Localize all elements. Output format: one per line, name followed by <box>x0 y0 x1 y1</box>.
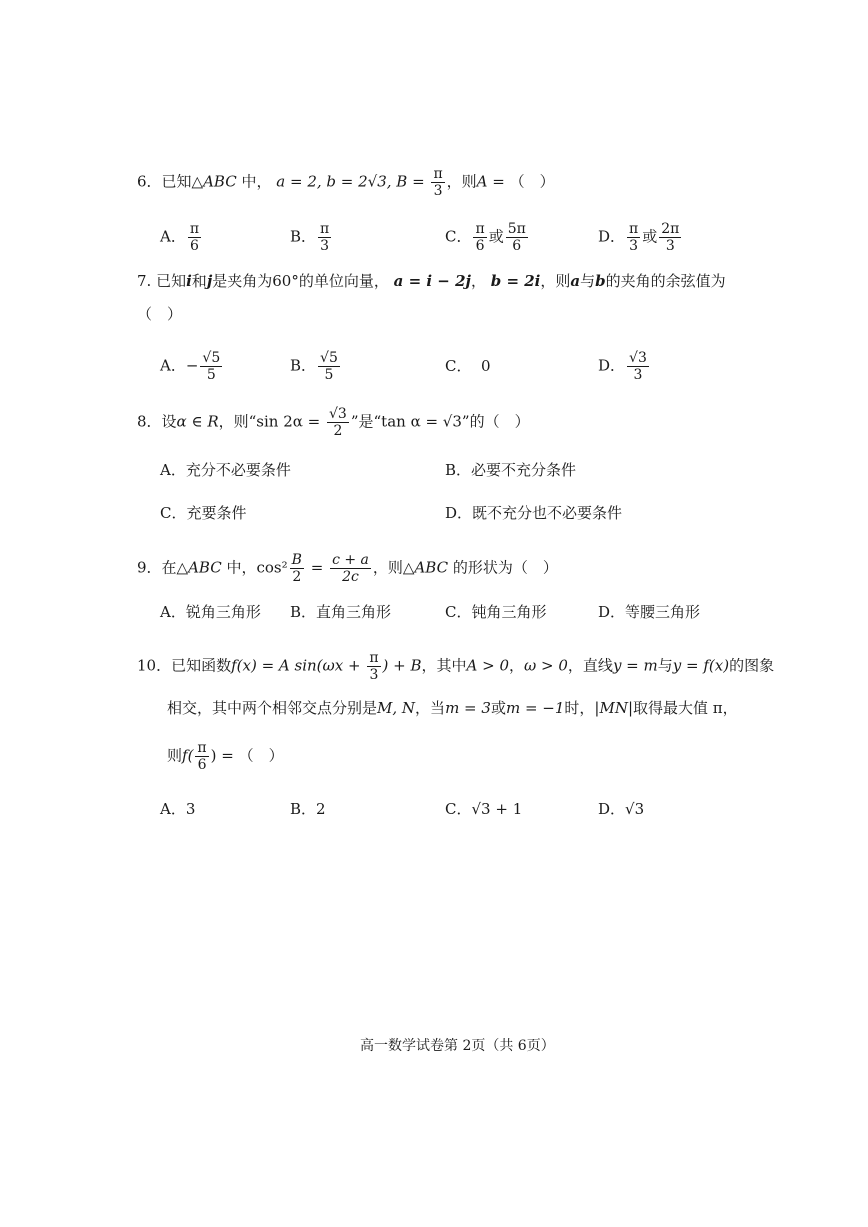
q8-option-b: B．必要不充分条件 <box>445 461 577 479</box>
q6-frac-pi-3: $\frac{\pi}{3}$ <box>433 166 443 199</box>
q10-stem-line3: 则f( $\frac{\pi}{6}$ ) = （ ） <box>167 740 284 773</box>
q10-stem-line1: 10．已知函数f(x) = A sin(ωx + $\frac{\pi}{3}$ ) + B，其中A > 0，ω > 0，直线y = m与y = f(x)的图象 <box>137 650 775 683</box>
q7-option-c: C． 0 <box>445 357 491 375</box>
q9-option-b: B．直角三角形 <box>290 603 392 621</box>
q8-option-c: C．充要条件 <box>160 504 247 522</box>
q6-condition: a = 2, b = 2√3, B = <box>276 172 430 191</box>
q8-option-a: A．充分不必要条件 <box>160 461 291 479</box>
q7-option-b: B． $\frac{√5}{5}$ <box>290 350 338 383</box>
q10-stem-line2: 相交，其中两个相邻交点分别是M, N，当m = 3或m = −1时，|MN|取得最大值 π， <box>167 699 738 717</box>
q9-option-c: C．钝角三角形 <box>445 603 547 621</box>
q8-stem: 8．设α ∈ R，则“sin 2α = $\frac{√3}{2}$ ”是“tan α = √3”的（ ） <box>137 406 530 439</box>
q9-option-a: A．锐角三角形 <box>160 603 261 621</box>
q10-option-c: C．√3 + 1 <box>445 800 523 818</box>
q6-option-b: B． $\frac{\pi}{3}$ <box>290 221 330 254</box>
q7-paren: （ ） <box>137 305 183 323</box>
q10-option-d: D．√3 <box>598 800 645 818</box>
q6-stem: 6．已知△ABC 中， a = 2, b = 2√3, B = $\frac{\pi}{3}$ ，则A = （ ） <box>137 166 555 199</box>
q6-option-d: D． $\frac{\pi}{3}$ 或 $\frac{2\pi}{3}$ <box>598 221 680 254</box>
q7-stem: 7. 已知i和j是夹角为60°的单位向量， a = i − 2j， b = 2i，则a与b的夹角的余弦值为 <box>137 272 726 290</box>
q7-option-d: D． $\frac{√3}{3}$ <box>598 350 647 383</box>
page-footer: 高一数学试卷第 2页（共 6页） <box>360 1038 555 1054</box>
q7-option-a: A．− $\frac{√5}{5}$ <box>160 350 221 383</box>
q10-option-a: A．3 <box>160 800 196 818</box>
q6-option-a: A． $\frac{\pi}{6}$ <box>160 221 200 254</box>
q9-option-d: D．等腰三角形 <box>598 603 701 621</box>
q8-option-d: D．既不充分也不必要条件 <box>445 504 623 522</box>
q10-option-b: B．2 <box>290 800 326 818</box>
q6-option-c: C． $\frac{\pi}{6}$ 或 $\frac{5\pi}{6}$ <box>445 221 526 254</box>
q9-stem: 9．在△ABC 中，cos² $\frac{B}{2}$ = $\frac{c + a}{2c}$ ，则△ABC 的形状为（ ） <box>137 552 558 585</box>
